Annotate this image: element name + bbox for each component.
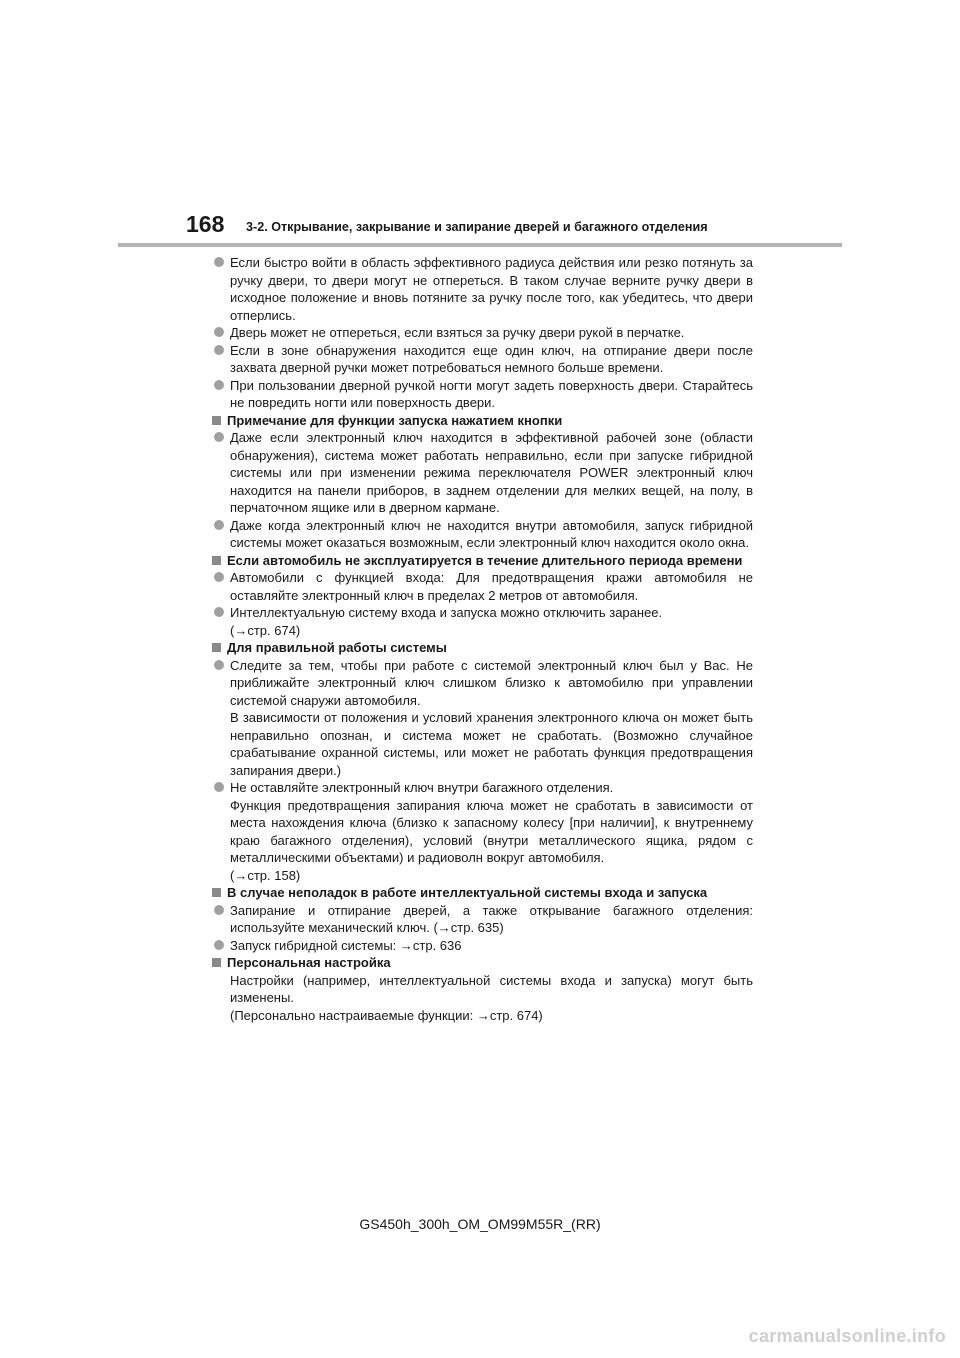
bullet-text: Запуск гибридной системы: →стр. 636	[230, 937, 462, 953]
bullet-text: Интеллектуальную систему входа и запуска можно отключить заранее. (→стр. 674)	[230, 605, 663, 638]
bullet-dot-icon	[214, 940, 224, 950]
bullet-item	[212, 254, 753, 324]
bullet-item	[212, 604, 753, 639]
bullet-dot-icon	[214, 572, 224, 582]
bullet-text: Следите за тем, чтобы при работе с системой электронный ключ был у Вас. Не приближайте электронный ключ слишком близко к автомобилю при управлении системой снаружи автомобиля.	[230, 657, 753, 708]
manual-code: GS450h_300h_OM_OM99M55R_(RR)	[359, 1216, 601, 1232]
bullet-dot-icon	[214, 607, 224, 617]
bullet-item	[212, 377, 753, 412]
section-heading	[212, 639, 753, 657]
bullet-dot-icon	[214, 432, 224, 442]
section-heading	[212, 412, 753, 430]
bullet-item	[212, 324, 753, 342]
square-bullet-icon	[212, 958, 221, 967]
header-rule	[118, 243, 842, 247]
bullet-text: Даже когда электронный ключ не находится внутри автомобиля, запуск гибридной системы может оказаться возможным, если электронный ключ находится около окна.	[230, 517, 753, 550]
bullet-text: Запирание и отпирание дверей, а также открывание багажного отделения: используйте механический ключ. (→стр. 635)	[230, 902, 753, 935]
bullet-dot-icon	[214, 660, 224, 670]
heading-text: Примечание для функции запуска нажатием кнопки	[227, 412, 563, 428]
bullet-dot-icon	[214, 380, 224, 390]
bullet-dot-icon	[214, 905, 224, 915]
page-number: 168	[186, 211, 225, 237]
bullet-text: Дверь может не отпереться, если взяться за ручку двери рукой в перчатке.	[230, 325, 685, 340]
bullet-item	[212, 517, 753, 552]
square-bullet-icon	[212, 416, 221, 425]
bullet-item	[212, 569, 753, 604]
indented-paragraph: Настройки (например, интеллектуальной системы входа и запуска) могут быть изменены. (Персонально настраиваемые функции: →стр. 674)	[230, 972, 753, 1023]
page-header	[0, 0, 960, 276]
content-body	[212, 254, 753, 1024]
bullet-item	[212, 342, 753, 377]
bullet-text: При пользовании дверной ручкой ногти могут задеть поверхность двери. Старайтесь не повредить ногти или поверхность двери.	[230, 377, 753, 410]
bullet-item	[212, 937, 753, 955]
bullet-dot-icon	[214, 257, 224, 267]
heading-text: Для правильной работы системы	[227, 640, 447, 655]
bullet-dot-icon	[214, 782, 224, 792]
heading-text: Если автомобиль не эксплуатируется в течение длительного периода времени	[227, 552, 743, 568]
section-heading	[212, 552, 753, 570]
bullet-item	[212, 902, 753, 937]
bullet-dot-icon	[214, 345, 224, 355]
bullet-text: Автомобили с функцией входа: Для предотвращения кражи автомобиля не оставляйте электронный ключ в пределах 2 метров от автомобиля.	[230, 570, 753, 603]
heading-text: Персональная настройка	[227, 955, 391, 970]
heading-text: В случае неполадок в работе интеллектуальной системы входа и запуска	[227, 885, 708, 900]
section-heading	[212, 954, 753, 972]
indented-paragraph: В зависимости от положения и условий хранения электронного ключа он может быть неправильно опознан, и система может не сработать. (Возможно случайное срабатывание охранной системы, или может не работать функция предотвращения запирания двери.)	[230, 710, 753, 778]
bullet-text: Если в зоне обнаружения находится еще один ключ, на отпирание двери после захвата дверной ручки может потребоваться немного больше времени.	[230, 342, 753, 375]
bullet-text: Не оставляйте электронный ключ внутри багажного отделения. Функция предотвращения запирания ключа может не сработать в зависимости от места нахождения ключа (близко к запасному колесу [при наличии], к внутреннему краю багажного отделения), условий (внутри металлического ящика, рядом с металлическими объектами) и радиоволн вокруг автомобиля. (→стр. 158)	[230, 780, 753, 883]
bullet-dot-icon	[214, 327, 224, 337]
bullet-text: Если быстро войти в область эффективного радиуса действия или резко потянуть за ручку двери, то двери могут не отпереться. В таком случае верните ручку двери в исходное положение и вновь потяните за ручку после того, как убедитесь, что двери отперлись.	[230, 255, 753, 323]
section-title: 3-2. Открывание, закрывание и запирание дверей и багажного отделения	[246, 220, 708, 234]
square-bullet-icon	[212, 556, 221, 565]
square-bullet-icon	[212, 643, 221, 652]
bullet-item	[212, 429, 753, 517]
square-bullet-icon	[212, 888, 221, 897]
bullet-item	[212, 657, 753, 710]
bullet-item	[212, 779, 753, 884]
bullet-dot-icon	[214, 520, 224, 530]
watermark-text: carmanualsonline.info	[748, 1326, 946, 1346]
bullet-text: Даже если электронный ключ находится в эффективной рабочей зоне (области обнаружения), система может работать неправильно, если при запуске гибридной системы или при изменении режима переключателя POWER электронный ключ находится на панели приборов, в заднем отделении для мелких вещей, на полу, в перчаточном ящике или в дверном кармане.	[230, 430, 753, 515]
section-heading	[212, 884, 753, 902]
